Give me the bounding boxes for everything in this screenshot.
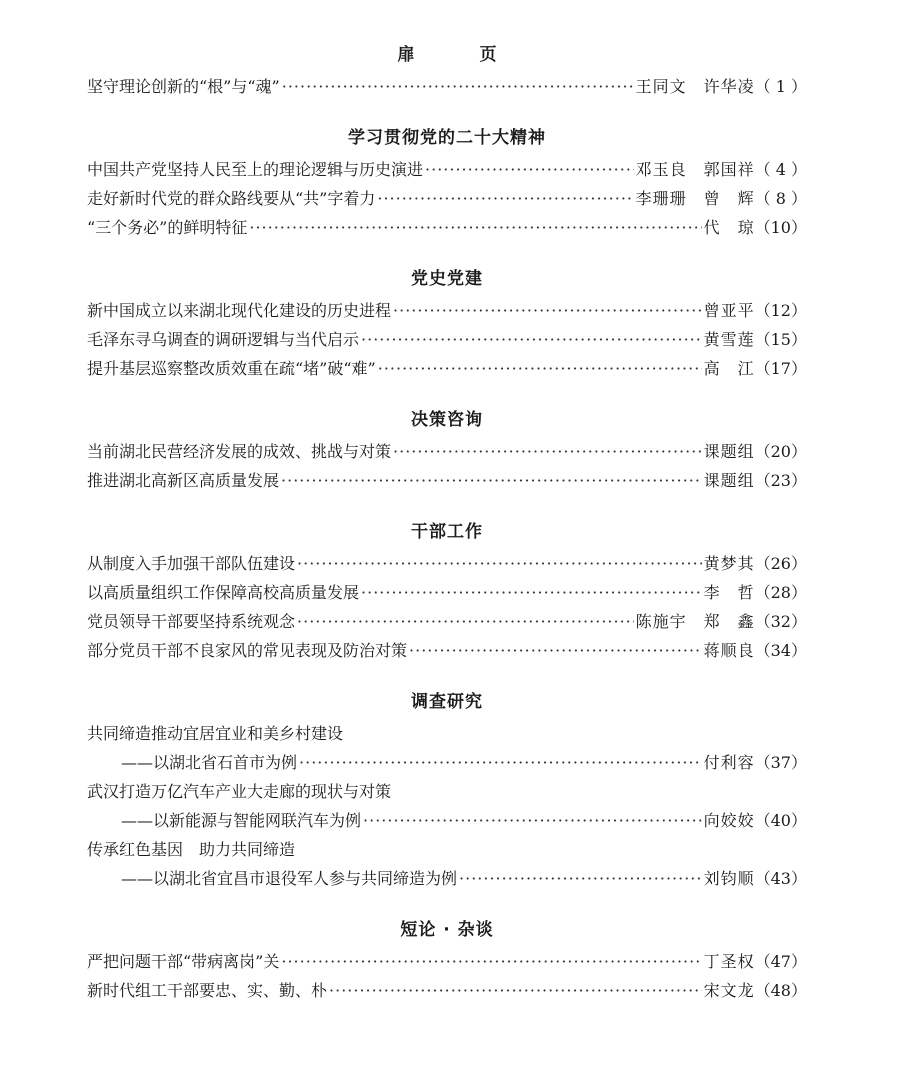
dot-leader [297,607,634,636]
entry-title: 毛泽东寻乌调查的调研逻辑与当代启示 [87,330,360,349]
entry-author: 付利容 [703,753,755,772]
entry-title: 以高质量组织工作保障高校高质量发展 [87,583,360,602]
entry-author: 邓玉良 郭国祥 [635,160,755,179]
dot-leader [425,155,634,184]
toc-entry[interactable] [87,325,807,354]
toc-entry[interactable] [87,607,807,636]
entry-author: 代 琼 [703,218,755,237]
entry-title: 武汉打造万亿汽车产业大走廊的现状与对策 [87,782,392,801]
entry-title: “三个务必”的鲜明特征 [87,218,248,237]
toc-entry-heading[interactable] [87,777,807,806]
entry-author: 高 江 [703,359,755,378]
entry-author: 宋文龙 [703,981,755,1000]
toc-entry[interactable] [87,437,807,466]
entry-page-number: （34） [754,641,807,660]
section-title: 决策咨询 [411,410,483,430]
entry-page-number: （47） [754,952,807,971]
entry-title: 提升基层巡察整改质效重在疏“堵”破“难” [87,359,376,378]
toc-entry[interactable] [87,296,807,325]
table-of-contents [87,38,807,1025]
entry-page-number: （43） [754,869,807,888]
dot-leader [377,184,633,213]
dot-leader [299,748,702,777]
section-title: 短论 · 杂谈 [400,920,494,940]
toc-section [87,38,807,101]
dot-leader [297,549,702,578]
entry-page-number: （32） [754,612,807,631]
entry-page-number: （28） [754,583,807,602]
toc-entry[interactable] [87,578,807,607]
entry-title: 坚守理论创新的“根”与“魂” [87,77,280,96]
entry-title: 传承红色基因 助力共同缔造 [87,840,296,859]
entry-page-number: （37） [754,753,807,772]
toc-entry[interactable] [87,184,807,213]
toc-section [87,685,807,893]
dot-leader [361,325,702,354]
entry-author: 陈施宇 郑 鑫 [635,612,755,631]
toc-entry[interactable] [87,806,807,835]
toc-entry[interactable] [87,748,807,777]
entry-page-number: （26） [754,554,807,573]
dot-leader [378,354,702,383]
toc-entry[interactable] [87,466,807,495]
section-title: 扉 页 [397,45,521,65]
entry-author: 课题组 [703,442,755,461]
toc-section [87,403,807,495]
toc-entry[interactable] [87,549,807,578]
dot-leader [281,947,701,976]
toc-section [87,913,807,1005]
entry-subtitle: ——以新能源与智能网联汽车为例 [121,811,362,830]
entry-page-number: （ 4 ） [754,160,807,179]
section-title: 党史党建 [411,269,483,289]
toc-entry[interactable] [87,72,807,101]
toc-entry-heading[interactable] [87,719,807,748]
entry-title: 严把问题干部“带病离岗”关 [87,952,280,971]
dot-leader [409,636,702,665]
entry-subtitle: ——以湖北省宜昌市退役军人参与共同缔造为例 [121,869,458,888]
toc-entry[interactable] [87,864,807,893]
entry-title: 新时代组工干部要忠、实、勤、朴 [87,981,328,1000]
dot-leader [393,437,702,466]
entry-title: 部分党员干部不良家风的常见表现及防治对策 [87,641,408,660]
dot-leader [363,806,702,835]
toc-section [87,121,807,242]
entry-page-number: （17） [754,359,807,378]
entry-page-number: （ 8 ） [754,189,807,208]
entry-author: 王同文 许华凌 [635,77,755,96]
entry-page-number: （ 1 ） [754,77,807,96]
section-title: 调查研究 [411,692,483,712]
entry-page-number: （20） [754,442,807,461]
toc-section [87,515,807,665]
entry-title: 当前湖北民营经济发展的成效、挑战与对策 [87,442,392,461]
entry-author: 黄雪莲 [703,330,755,349]
entry-page-number: （23） [754,471,807,490]
toc-entry[interactable] [87,354,807,383]
toc-entry[interactable] [87,947,807,976]
toc-section [87,262,807,383]
entry-title: 走好新时代党的群众路线要从“共”字着力 [87,189,376,208]
entry-author: 课题组 [703,471,755,490]
dot-leader [459,864,702,893]
entry-author: 刘钧顺 [703,869,755,888]
entry-author: 黄梦其 [703,554,755,573]
toc-entry[interactable] [87,213,807,242]
toc-entry[interactable] [87,976,807,1005]
toc-entry[interactable] [87,155,807,184]
entry-author: 曾亚平 [703,301,755,320]
entry-author: 蒋顺良 [703,641,755,660]
entry-page-number: （12） [754,301,807,320]
toc-entry-heading[interactable] [87,835,807,864]
entry-page-number: （40） [754,811,807,830]
dot-leader [361,578,702,607]
dot-leader [393,296,702,325]
dot-leader [249,213,701,242]
entry-author: 李 哲 [703,583,755,602]
toc-entry[interactable] [87,636,807,665]
entry-title: 中国共产党坚持人民至上的理论逻辑与历史演进 [87,160,424,179]
entry-author: 向姣姣 [703,811,755,830]
entry-page-number: （48） [754,981,807,1000]
entry-title: 推进湖北高新区高质量发展 [87,471,280,490]
dot-leader [329,976,702,1005]
entry-author: 李珊珊 曾 辉 [635,189,755,208]
entry-title: 从制度入手加强干部队伍建设 [87,554,296,573]
section-title: 学习贯彻党的二十大精神 [348,128,546,148]
entry-title: 新中国成立以来湖北现代化建设的历史进程 [87,301,392,320]
section-title: 干部工作 [411,522,483,542]
entry-title: 共同缔造推动宜居宜业和美乡村建设 [87,724,344,743]
entry-page-number: （10） [754,218,807,237]
entry-author: 丁圣权 [703,952,755,971]
dot-leader [282,72,634,101]
entry-subtitle: ——以湖北省石首市为例 [121,753,298,772]
entry-page-number: （15） [754,330,807,349]
dot-leader [281,466,702,495]
entry-title: 党员领导干部要坚持系统观念 [87,612,296,631]
